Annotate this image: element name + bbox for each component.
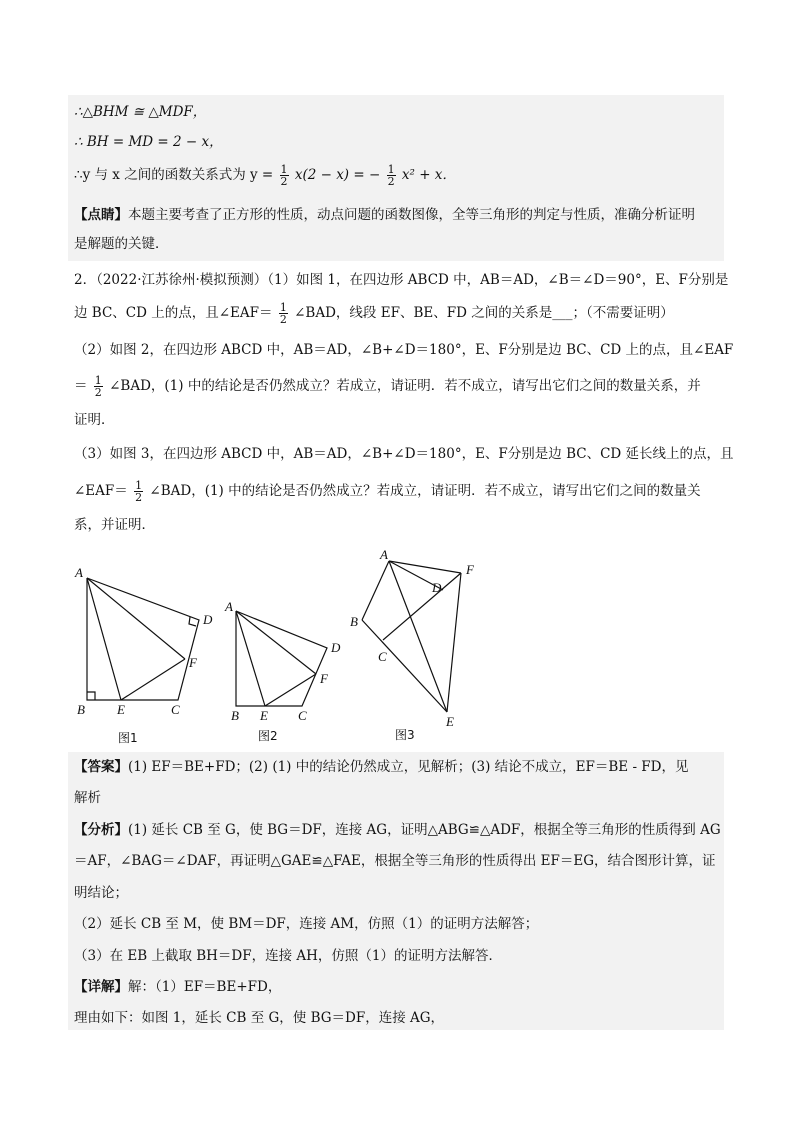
fig2-label-F: F [320, 671, 328, 686]
fig3-label-E: E [446, 714, 454, 729]
fig1-label-B: B [77, 702, 85, 717]
analysis-line-5: （3）在 EB 上截取 BH＝DF，连接 AH，仿照（1）的证明方法解答． [74, 948, 503, 964]
problem-2-line-a: （2）如图 2，在四边形 ABCD 中，AB＝AD，∠B+∠D＝180°，E、F分别是边 BC、CD 上的点，且∠EAF [74, 342, 734, 358]
fig3-caption: 图3 [395, 728, 415, 742]
proof-line-3-post: x² + x． [401, 167, 456, 183]
fig3-label-B: B [350, 614, 358, 629]
detail-line-2: 理由如下：如图 1，延长 CB 至 G，使 BG＝DF，连接 AG， [74, 1010, 445, 1026]
problem-2-line-c: 证明． [74, 412, 115, 428]
fig1-label-C: C [171, 702, 180, 717]
figure-1 [74, 565, 213, 745]
fig2-label-C: C [298, 708, 307, 723]
analysis-line-2: ＝AF，∠BAG＝∠DAF，再证明△GAE≌△FAE，根据全等三角形的性质得出 EF＝EG，结合图形计算，证 [74, 853, 716, 869]
problem-1-line-b: 边 BC、CD 上的点，且∠EAF＝ $\frac{1}{2}$ ∠BAD，线段 EF、BE、FD 之间的关系是___；（不需要证明） [74, 301, 674, 326]
fraction-half: $\frac{1}{2}$ [280, 163, 288, 188]
answer-line-1: 【答案】(1) EF＝BE+FD；(2) (1) 中的结论仍然成立，见解析；(3) 结论不成立，EF＝BE - FD，见 [74, 759, 689, 775]
fig1-label-A: A [75, 565, 83, 580]
detail-line-1: 【详解】解：（1）EF＝BE+FD， [74, 979, 282, 995]
figure-2 [224, 599, 341, 743]
proof-line-3-mid: x(2 − x) = − [294, 167, 381, 183]
analysis-line-4: （2）延长 CB 至 M，使 BM＝DF，连接 AM，仿照（1）的证明方法解答； [74, 916, 539, 932]
proof-line-3-pre: ∴y 与 x 之间的函数关系式为 y = [74, 167, 274, 183]
fig1-label-E: E [117, 702, 125, 717]
comment-line-2: 是解题的关键． [74, 236, 169, 252]
fraction-half: $\frac{1}{2}$ [135, 479, 143, 504]
figure-3 [350, 547, 475, 742]
problem-3-line-b: ∠EAF＝ $\frac{1}{2}$ ∠BAD，(1) 中的结论是否仍然成立？若成立，请证明．若不成立，请写出它们之间的数量关 [74, 479, 701, 504]
answer-line-2: 解析 [74, 790, 101, 806]
fig1-label-F: F [189, 655, 197, 670]
problem-1-line-a: 2．（2022·江苏徐州·模拟预测）（1）如图 1，在四边形 ABCD 中，AB＝AD，∠B＝∠D＝90°，E、F分别是 [74, 272, 729, 288]
fig3-label-A: A [380, 547, 388, 562]
comment-tag: 【点睛】 [74, 207, 128, 223]
fraction-half: $\frac{1}{2}$ [94, 374, 102, 399]
fig2-label-B: B [231, 708, 239, 723]
fig2-label-A: A [225, 599, 233, 614]
analysis-line-1: 【分析】(1) 延长 CB 至 G，使 BG＝DF，连接 AG，证明△ABG≌△ADF，根据全等三角形的性质得到 AG [74, 822, 721, 838]
fraction-half: $\frac{1}{2}$ [387, 163, 395, 188]
analysis-tag: 【分析】 [74, 822, 128, 838]
fig3-label-F: F [466, 562, 474, 577]
answer-tag: 【答案】 [74, 759, 128, 775]
fig3-label-C: C [378, 649, 387, 664]
fraction-half: $\frac{1}{2}$ [279, 301, 287, 326]
fig3-label-D: D [432, 580, 442, 595]
fig2-label-E: E [260, 708, 268, 723]
problem-2-line-b: ＝ $\frac{1}{2}$ ∠BAD，(1) 中的结论是否仍然成立？若成立，请证明．若不成立，请写出它们之间的数量关系，并 [74, 374, 701, 399]
comment-line-1: 【点睛】本题主要考查了正方形的性质，动点问题的函数图像，全等三角形的判定与性质，准确分析证明 [74, 207, 695, 223]
fig1-caption: 图1 [118, 731, 138, 745]
analysis-line-3: 明结论； [74, 885, 128, 901]
fig2-caption: 图2 [258, 729, 278, 743]
detail-tag: 【详解】 [74, 979, 128, 995]
problem-3-line-c: 系，并证明． [74, 517, 155, 533]
fig1-label-D: D [203, 612, 213, 627]
proof-line-1: ∴△BHM ≅ △MDF， [74, 104, 207, 120]
fig2-label-D: D [331, 640, 341, 655]
problem-3-line-a: （3）如图 3，在四边形 ABCD 中，AB＝AD，∠B+∠D＝180°，E、F分别是边 BC、CD 延长线上的点，且 [74, 446, 734, 462]
proof-line-2: ∴ BH = MD = 2 − x， [74, 134, 223, 150]
